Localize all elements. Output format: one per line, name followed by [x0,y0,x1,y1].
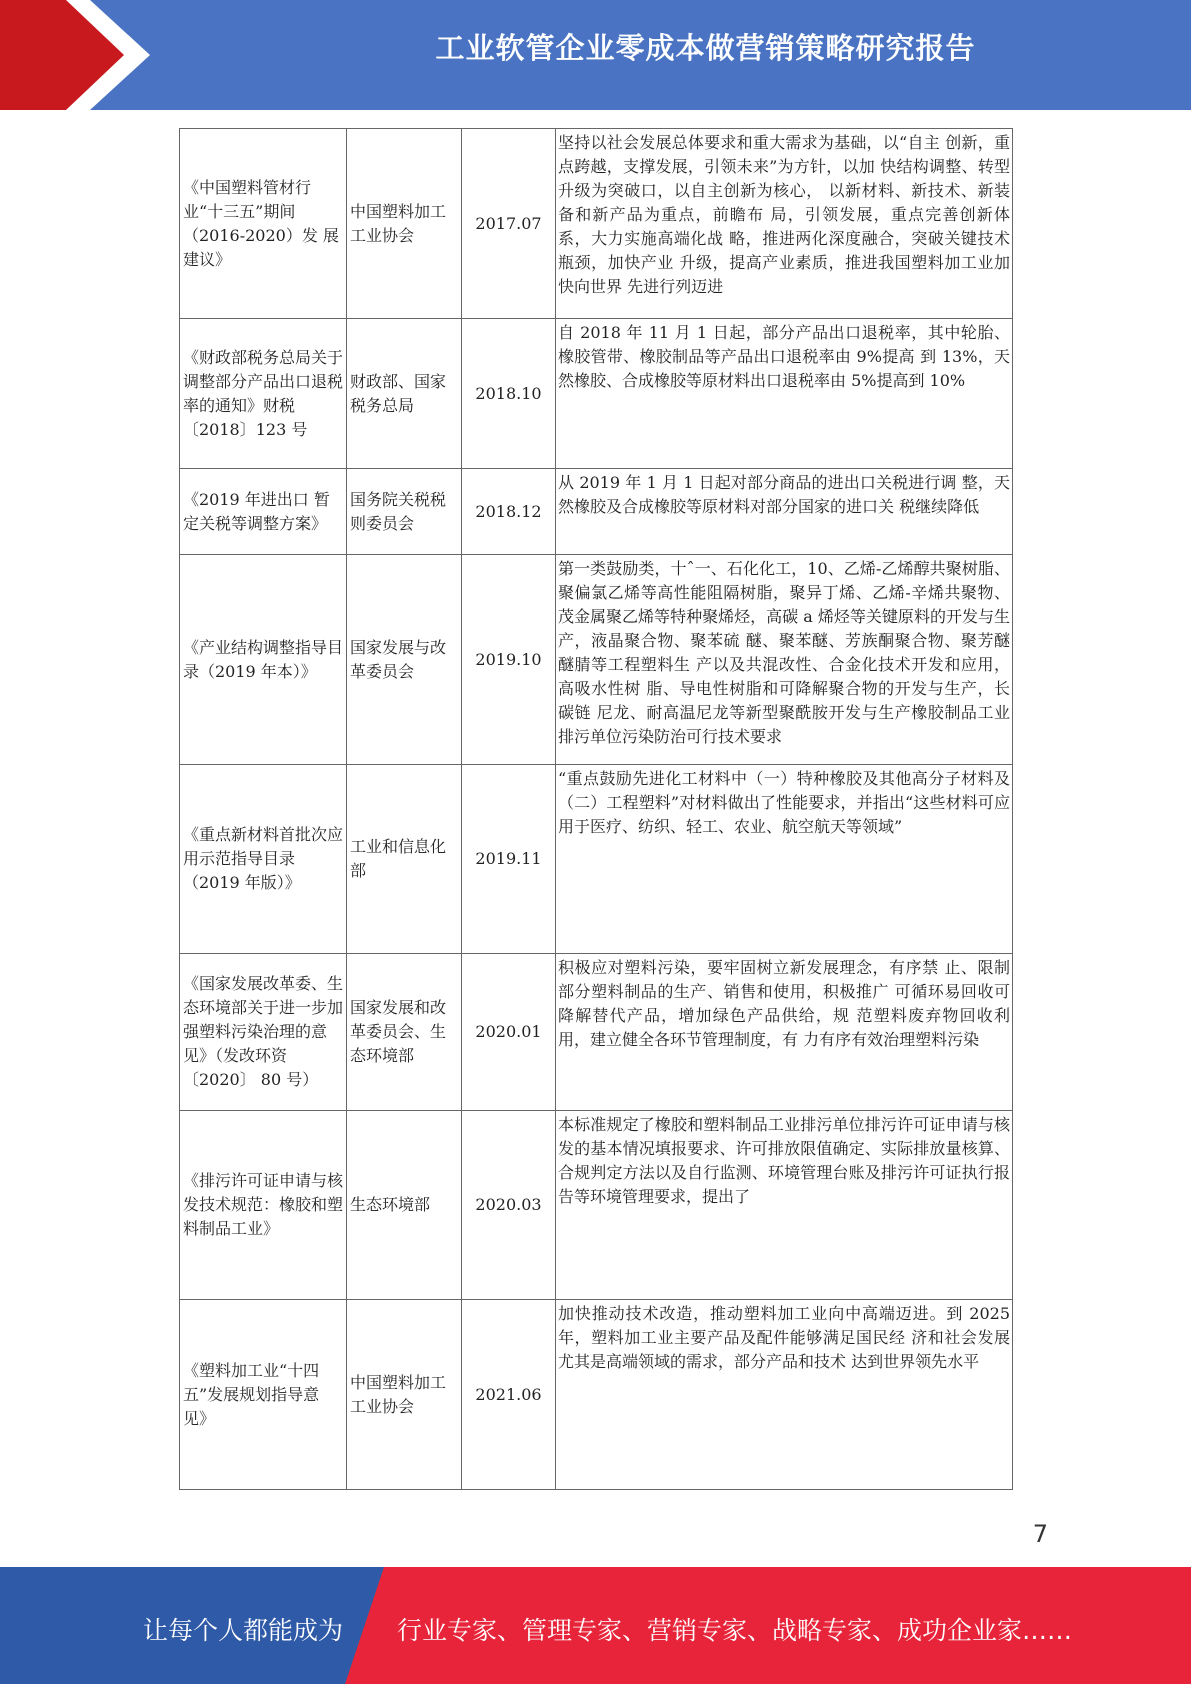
policy-agency: 财政部、国家税务总局 [347,319,462,469]
policy-agency: 工业和信息化部 [347,765,462,954]
policy-name: 《2019 年进出口 暂定关税等调整方案》 [180,469,347,555]
page-footer [0,1567,1191,1684]
page-header [0,0,1191,110]
policy-agency: 国务院关税税则委员会 [347,469,462,555]
policy-content: 本标准规定了橡胶和塑料制品工业排污单位排污许可证申请与核发的基本情况填报要求、许可排放限值确定、实际排放量核算、合规判定方法以及自行监测、环境管理台账及排污许可证执行报告等环境管理要求，提出了 [556,1111,1013,1300]
table-row [180,319,1013,469]
policy-date: 2021.06 [462,1300,556,1490]
policy-name: 《国家发展改革委、生态环境部关于进一步加强塑料污染治理的意见》（发改环资〔2020〕 80 号） [180,954,347,1111]
page-number: 7 [1032,1520,1048,1548]
policy-name: 《中国塑料管材行业“十三五”期间（2016-2020）发 展建议》 [180,129,347,319]
policy-content: 积极应对塑料污染，要牢固树立新发展理念，有序禁 止、限制部分塑料制品的生产、销售和使用，积极推广 可循环易回收可降解替代产品，增加绿色产品供给，规 范塑料废弃物回收利用，建立健全各环节管理制度，有 力有序有效治理塑料污染 [556,954,1013,1111]
policy-name: 《排污许可证申请与核发技术规范：橡胶和塑料制品工业》 [180,1111,347,1300]
policy-name: 《财政部税务总局关于调整部分产品出口退税率的通知》财税〔2018〕123 号 [180,319,347,469]
footer-slogan-left: 让每个人都能成为 [143,1616,344,1645]
table-row [180,555,1013,765]
policy-date: 2018.10 [462,319,556,469]
policy-name: 《塑料加工业“十四五”发展规划指导意见》 [180,1300,347,1490]
policy-date: 2020.01 [462,954,556,1111]
policy-content: “重点鼓励先进化工材料中（一）特种橡胶及其他高分子材料及（二）工程塑料”对材料做出了性能要求，并指出“这些材料可应用于医疗、纺织、轻工、农业、航空航天等领域” [556,765,1013,954]
report-title: 工业软管企业零成本做营销策略研究报告 [435,31,976,65]
policy-content: 第一类鼓励类，十ˆ一、石化化工，10、乙烯-乙烯醇共聚树脂、聚偏氯乙烯等高性能阻隔树脂，聚异丁烯、乙烯-辛烯共聚物、茂金属聚乙烯等特种聚烯烃，高碳 a 烯烃等关键原料的开发与生产，液晶聚合物、聚苯硫 醚、聚苯醚、芳族酮聚合物、聚芳醚醚腈等工程塑料生 产以及共混改性、合金化技术开发和应用，高吸水性树 脂、导电性树脂和可降解聚合物的开发与生产，长碳链 尼龙、耐高温尼龙等新型聚酰胺开发与生产橡胶制品工业排污单位污染防治可行技术要求 [556,555,1013,765]
policy-content: 自 2018 年 11 月 1 日起，部分产品出口退税率，其中轮胎、橡胶管带、橡胶制品等产品出口退税率由 9%提高 到 13%，天然橡胶、合成橡胶等原材料出口退税率由 5%提高到 10% [556,319,1013,469]
table-row [180,129,1013,319]
policy-date: 2019.10 [462,555,556,765]
policy-table [179,128,1013,1490]
policy-date: 2020.03 [462,1111,556,1300]
policy-name: 《产业结构调整指导目录（2019 年本）》 [180,555,347,765]
table-row [180,469,1013,555]
policy-agency: 国家发展和改革委员会、生态环境部 [347,954,462,1111]
table-row [180,954,1013,1111]
policy-content: 坚持以社会发展总体要求和重大需求为基础，以“自主 创新，重点跨越，支撑发展，引领未来”为方针，以加 快结构调整、转型升级为突破口，以自主创新为核心， 以新材料、新技术、新装备和新产品为重点，前瞻布 局，引领发展，重点完善创新体系，大力实施高端化战 略，推进两化深度融合，突破关键技术瓶颈，加快产业 升级，提高产业素质，推进我国塑料加工业加快向世界 先进行列迈进 [556,129,1013,319]
policy-agency: 中国塑料加工工业协会 [347,1300,462,1490]
table-row [180,1111,1013,1300]
table-row [180,765,1013,954]
policy-content: 加快推动技术改造，推动塑料加工业向中高端迈进。到 2025 年，塑料加工业主要产品及配件能够满足国民经 济和社会发展尤其是高端领域的需求，部分产品和技术 达到世界领先水平 [556,1300,1013,1490]
policy-date: 2019.11 [462,765,556,954]
policy-name: 《重点新材料首批次应用示范指导目录（2019 年版）》 [180,765,347,954]
policy-content: 从 2019 年 1 月 1 日起对部分商品的进出口关税进行调 整，天然橡胶及合成橡胶等原材料对部分国家的进口关 税继续降低 [556,469,1013,555]
policy-date: 2017.07 [462,129,556,319]
policy-date: 2018.12 [462,469,556,555]
table-row [180,1300,1013,1490]
policy-agency: 中国塑料加工工业协会 [347,129,462,319]
footer-slogan-right: 行业专家、管理专家、营销专家、战略专家、成功企业家…… [397,1616,1073,1645]
policy-agency: 国家发展与改革委员会 [347,555,462,765]
policy-agency: 生态环境部 [347,1111,462,1300]
